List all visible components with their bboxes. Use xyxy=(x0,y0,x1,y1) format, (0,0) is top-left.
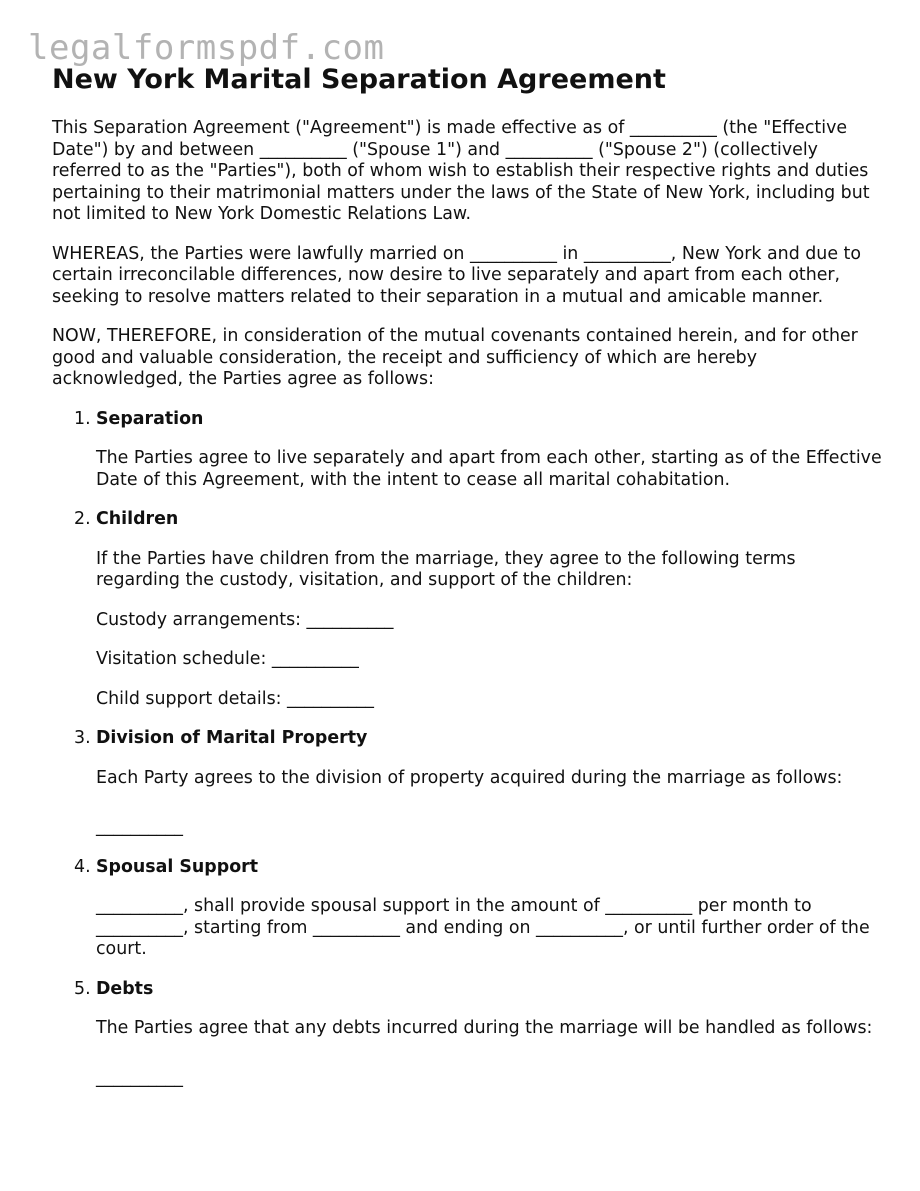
watermark-logo: legalformspdf.com xyxy=(28,28,385,68)
section-number: 1. xyxy=(74,408,91,429)
section-title: Debts xyxy=(96,978,154,999)
section-number: 2. xyxy=(74,509,91,529)
document-title: New York Marital Separation Agreement xyxy=(52,64,666,95)
section-title: Separation xyxy=(96,408,204,429)
section-spousal-support xyxy=(52,857,882,961)
child-support-details-field: Child support details: __________ xyxy=(96,688,374,709)
section-division-of-property xyxy=(52,728,882,839)
sections-list xyxy=(52,409,882,1090)
section-title: Children xyxy=(96,509,179,529)
now-therefore-paragraph: NOW, THEREFORE, in consideration of the mutual covenants contained herein, and for other good and valuable consideration, the receipt and sufficiency of which are hereby acknowledged, the Parties agree as follows: xyxy=(52,326,858,389)
section-body: If the Parties have children from the marriage, they agree to the following terms regarding the custody, visitation, and support of the children: xyxy=(96,548,796,590)
section-debts xyxy=(52,979,882,1090)
section-body: The Parties agree to live separately and apart from each other, starting as of the Effective Date of this Agreement, with the intent to cease all marital cohabitation. xyxy=(96,448,882,490)
custody-arrangements-field: Custody arrangements: __________ xyxy=(96,609,394,630)
section-number: 4. xyxy=(74,856,91,877)
section-title: Spousal Support xyxy=(96,856,259,877)
section-number: 3. xyxy=(74,728,91,748)
section-number: 5. xyxy=(74,978,91,999)
section-body: __________, shall provide spousal support in the amount of __________ per month to __________, starting from __________ and ending on __________, or until further order of the court. xyxy=(96,896,870,959)
visitation-schedule-field: Visitation schedule: __________ xyxy=(96,649,359,669)
section-separation xyxy=(52,409,882,492)
intro-paragraph: This Separation Agreement ("Agreement") is made effective as of __________ (the "Effective Date") by and between __________ ("Spouse 1") and __________ ("Spouse 2") (collectively referred to as the "Parties"), both of whom wish to establish their respective rights and duties pertaining to their matrimonial matters under the laws of the State of New York, including but not limited to New York Domestic Relations Law. xyxy=(52,118,870,224)
document-page xyxy=(52,60,882,1107)
debts-blank: __________ xyxy=(96,1067,183,1088)
section-title: Division of Marital Property xyxy=(96,728,368,748)
section-body: The Parties agree that any debts incurred during the marriage will be handled as follows: xyxy=(96,1018,873,1038)
whereas-paragraph: WHEREAS, the Parties were lawfully married on __________ in __________, New York and due to certain irreconcilable differences, now desire to live separately and apart from each other, seeking to resolve matters related to their separation in a mutual and amicable manner. xyxy=(52,243,862,307)
property-division-blank: __________ xyxy=(96,817,183,837)
section-body: Each Party agrees to the division of property acquired during the marriage as follows: xyxy=(96,767,843,788)
section-children xyxy=(52,509,882,710)
